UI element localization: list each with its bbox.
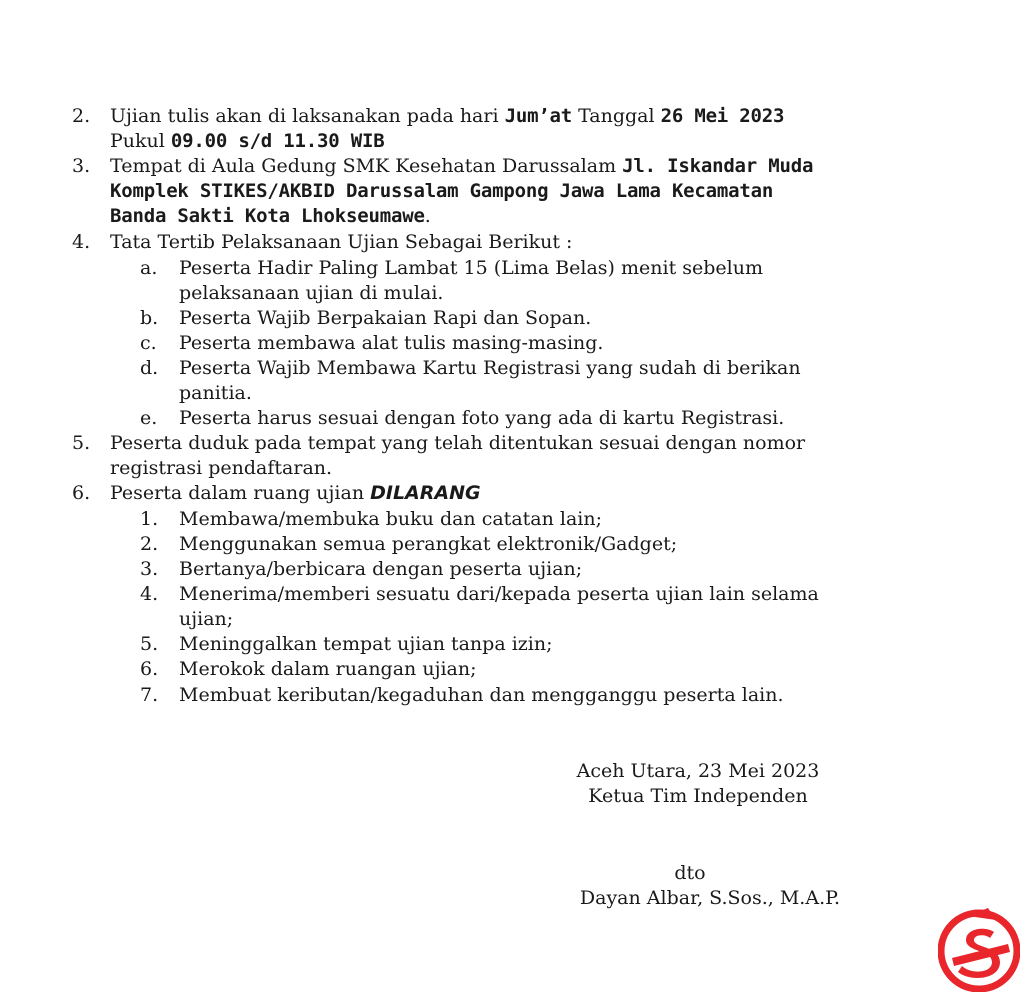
sub-item-text: Peserta Wajib Berpakaian Rapi dan Sopan. bbox=[179, 307, 592, 329]
sub-item-text: Merokok dalam ruangan ujian; bbox=[179, 658, 477, 680]
sub-item-letter: b. bbox=[140, 307, 159, 329]
sub-item-text: Peserta membawa alat tulis masing-masing. bbox=[179, 332, 604, 354]
list-item-2 bbox=[72, 104, 942, 154]
address-line-3: Banda Sakti Kota Lhokseumawe bbox=[110, 205, 425, 227]
signature-name: Dayan Albar, S.Sos., M.A.P. bbox=[579, 887, 841, 909]
prohibited-label: DILARANG bbox=[370, 482, 481, 504]
sub-item-d bbox=[140, 356, 900, 406]
item-number: 5. bbox=[72, 432, 91, 454]
sub-item-text: Peserta harus sesuai dengan foto yang ada di kartu Registrasi. bbox=[179, 407, 785, 429]
item-number: 4. bbox=[72, 231, 91, 253]
sub-item-e bbox=[140, 406, 900, 431]
sub-item-number: 1. bbox=[140, 508, 159, 530]
item-number: 6. bbox=[72, 482, 91, 504]
sub-item-text: Bertanya/berbicara dengan peserta ujian; bbox=[179, 558, 583, 580]
sub-item-number: 7. bbox=[140, 684, 159, 706]
list-item-5 bbox=[72, 431, 942, 481]
sub-item-text: pelaksanaan ujian di mulai. bbox=[179, 282, 444, 304]
prohibition-5 bbox=[140, 632, 900, 657]
sub-item-text: Membuat keributan/kegaduhan dan mengganggu peserta lain. bbox=[179, 684, 784, 706]
item-text: Ujian tulis akan di laksanakan pada hari bbox=[110, 105, 505, 127]
sub-item-text: Membawa/membuka buku dan catatan lain; bbox=[179, 508, 603, 530]
item-text: Tanggal bbox=[572, 105, 661, 127]
list-item-4 bbox=[72, 230, 942, 255]
sub-item-text: Menggunakan semua perangkat elektronik/Gadget; bbox=[179, 533, 678, 555]
item-text: Tempat di Aula Gedung SMK Kesehatan Darussalam bbox=[110, 155, 623, 177]
sub-item-number: 6. bbox=[140, 658, 159, 680]
sub-item-letter: e. bbox=[140, 407, 158, 429]
sub-item-number: 2. bbox=[140, 533, 159, 555]
sub-item-letter: d. bbox=[140, 357, 159, 379]
sub-item-letter: a. bbox=[140, 257, 158, 279]
sub-item-text: panitia. bbox=[179, 382, 252, 404]
signature-position: Ketua Tim Independen bbox=[588, 785, 808, 807]
prohibition-4 bbox=[140, 582, 900, 632]
sub-item-c bbox=[140, 331, 900, 356]
prohibition-2 bbox=[140, 532, 900, 557]
item-text: registrasi pendaftaran. bbox=[110, 457, 333, 479]
item-number: 2. bbox=[72, 105, 91, 127]
item-text: Pukul bbox=[110, 130, 171, 152]
sub-item-text: ujian; bbox=[179, 608, 234, 630]
exam-time: 09.00 s/d 11.30 WIB bbox=[170, 130, 385, 152]
sub-item-number: 4. bbox=[140, 583, 159, 605]
item-text: Peserta dalam ruang ujian bbox=[110, 482, 371, 504]
sub-item-number: 5. bbox=[140, 633, 159, 655]
sub-item-a bbox=[140, 256, 900, 306]
signature-mark: dto bbox=[674, 862, 706, 884]
sub-item-letter: c. bbox=[140, 332, 157, 354]
prohibition-3 bbox=[140, 557, 900, 582]
list-item-3 bbox=[72, 154, 942, 229]
exam-day: Jum’at bbox=[504, 105, 573, 127]
item-number: 3. bbox=[72, 155, 91, 177]
list-item-6 bbox=[72, 481, 942, 506]
sub-item-text: Peserta Hadir Paling Lambat 15 (Lima Belas) menit sebelum bbox=[179, 257, 763, 279]
item-text: Tata Tertib Pelaksanaan Ujian Sebagai Berikut : bbox=[110, 231, 573, 253]
s-logo-icon bbox=[938, 906, 1020, 992]
prohibition-1 bbox=[140, 507, 900, 532]
sub-item-number: 3. bbox=[140, 558, 159, 580]
signature-place-date: Aceh Utara, 23 Mei 2023 bbox=[576, 760, 820, 782]
prohibition-6 bbox=[140, 657, 900, 682]
prohibition-7 bbox=[140, 683, 900, 708]
item-text: Peserta duduk pada tempat yang telah ditentukan sesuai dengan nomor bbox=[110, 432, 806, 454]
sub-item-text: Peserta Wajib Membawa Kartu Registrasi yang sudah di berikan bbox=[179, 357, 801, 379]
address-line-2: Komplek STIKES/AKBID Darussalam Gampong Jawa Lama Kecamatan bbox=[110, 180, 774, 202]
address-line-1: Jl. Iskandar Muda bbox=[622, 155, 814, 177]
sub-item-text: Menerima/memberi sesuatu dari/kepada peserta ujian lain selama bbox=[179, 583, 819, 605]
item-text: . bbox=[424, 205, 431, 227]
sub-item-text: Meninggalkan tempat ujian tanpa izin; bbox=[179, 633, 553, 655]
sub-item-b bbox=[140, 306, 900, 331]
exam-date: 26 Mei 2023 bbox=[660, 105, 785, 127]
